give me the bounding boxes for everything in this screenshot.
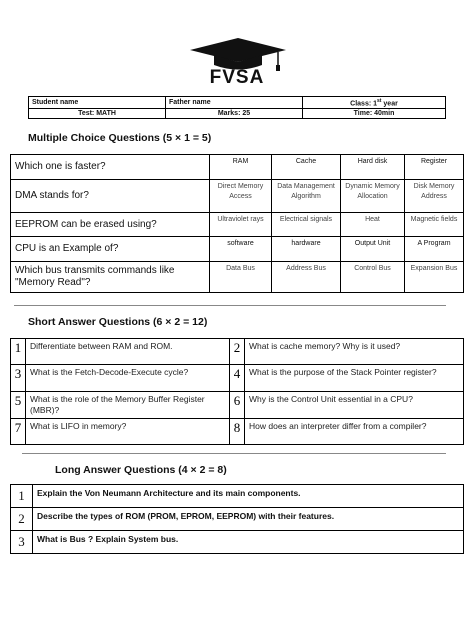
question-number: 1 [11,339,26,365]
long-answer-row [11,485,464,508]
mcq-option: Ultraviolet rays [210,213,272,237]
father-name-label: Father name [166,97,303,109]
mcq-option: hardware [272,237,341,262]
class-label: Class: 1st year [303,97,446,109]
short-question: What is the role of the Memory Buffer Register (MBR)? [26,392,230,419]
mcq-option: Magnetic fields [405,213,464,237]
short-answer-row [11,339,464,365]
test-subject: Test: MATH [29,109,166,119]
mcq-option: Expansion Bus [405,262,464,293]
mcq-question: Which bus transmits commands like "Memory Read"? [11,262,210,293]
mcq-question: DMA stands for? [11,180,210,213]
mcq-option: software [210,237,272,262]
short-question: Why is the Control Unit essential in a CPU? [245,392,464,419]
short-answer-table [10,338,464,445]
mcq-option: Disk Memory Address [405,180,464,213]
long-question: Explain the Von Neumann Architecture and its main components. [33,485,464,508]
short-question: How does an interpreter differ from a compiler? [245,419,464,445]
mcq-row [11,155,464,180]
short-question: What is the Fetch-Decode-Execute cycle? [26,365,230,392]
mcq-option: Register [405,155,464,180]
mcq-option: Output Unit [341,237,405,262]
mcq-option: A Program [405,237,464,262]
mcq-row [11,262,464,293]
mcq-option: Data Management Algorithm [272,180,341,213]
question-number: 4 [230,365,245,392]
short-question: What is cache memory? Why is it used? [245,339,464,365]
short-question: What is the purpose of the Stack Pointer register? [245,365,464,392]
mcq-row [11,237,464,262]
question-number: 1 [11,485,33,508]
long-answer-row [11,508,464,531]
short-question: What is LIFO in memory? [26,419,230,445]
mcq-option: Heat [341,213,405,237]
test-time: Time: 40min [303,109,446,119]
mcq-option: Dynamic Memory Allocation [341,180,405,213]
mcq-option: Direct Memory Access [210,180,272,213]
short-question: Differentiate between RAM and ROM. [26,339,230,365]
question-number: 2 [11,508,33,531]
short-answer-row [11,365,464,392]
question-number: 3 [11,365,26,392]
long-answer-row [11,531,464,554]
mcq-option: RAM [210,155,272,180]
mcq-row [11,180,464,213]
mcq-option: Electrical signals [272,213,341,237]
question-number: 6 [230,392,245,419]
mcq-table [10,154,464,293]
mcq-option: Data Bus [210,262,272,293]
question-number: 5 [11,392,26,419]
mcq-row [11,213,464,237]
mcq-question: EEPROM can be erased using? [11,213,210,237]
mcq-option: Cache [272,155,341,180]
short-answer-section-title: Short Answer Questions (6 × 2 = 12) [28,316,208,328]
student-name-label: Student name [29,97,166,109]
long-question: Describe the types of ROM (PROM, EPROM, EEPROM) with their features. [33,508,464,531]
mcq-option: Address Bus [272,262,341,293]
total-marks: Marks: 25 [166,109,303,119]
mcq-question: Which one is faster? [11,155,210,180]
long-question: What is Bus ? Explain System bus. [33,531,464,554]
long-answer-section-title: Long Answer Questions (4 × 2 = 8) [55,464,227,476]
student-info-table [28,96,446,119]
section-divider [14,305,446,306]
mcq-question: CPU is an Example of? [11,237,210,262]
long-answer-table [10,484,464,554]
question-number: 7 [11,419,26,445]
question-number: 8 [230,419,245,445]
school-name: FVSA [209,67,265,88]
short-answer-row [11,419,464,445]
short-answer-row [11,392,464,419]
mcq-option: Control Bus [341,262,405,293]
mcq-option: Hard disk [341,155,405,180]
question-number: 2 [230,339,245,365]
question-number: 3 [11,531,33,554]
mcq-section-title: Multiple Choice Questions (5 × 1 = 5) [28,132,212,144]
section-divider [22,453,446,454]
